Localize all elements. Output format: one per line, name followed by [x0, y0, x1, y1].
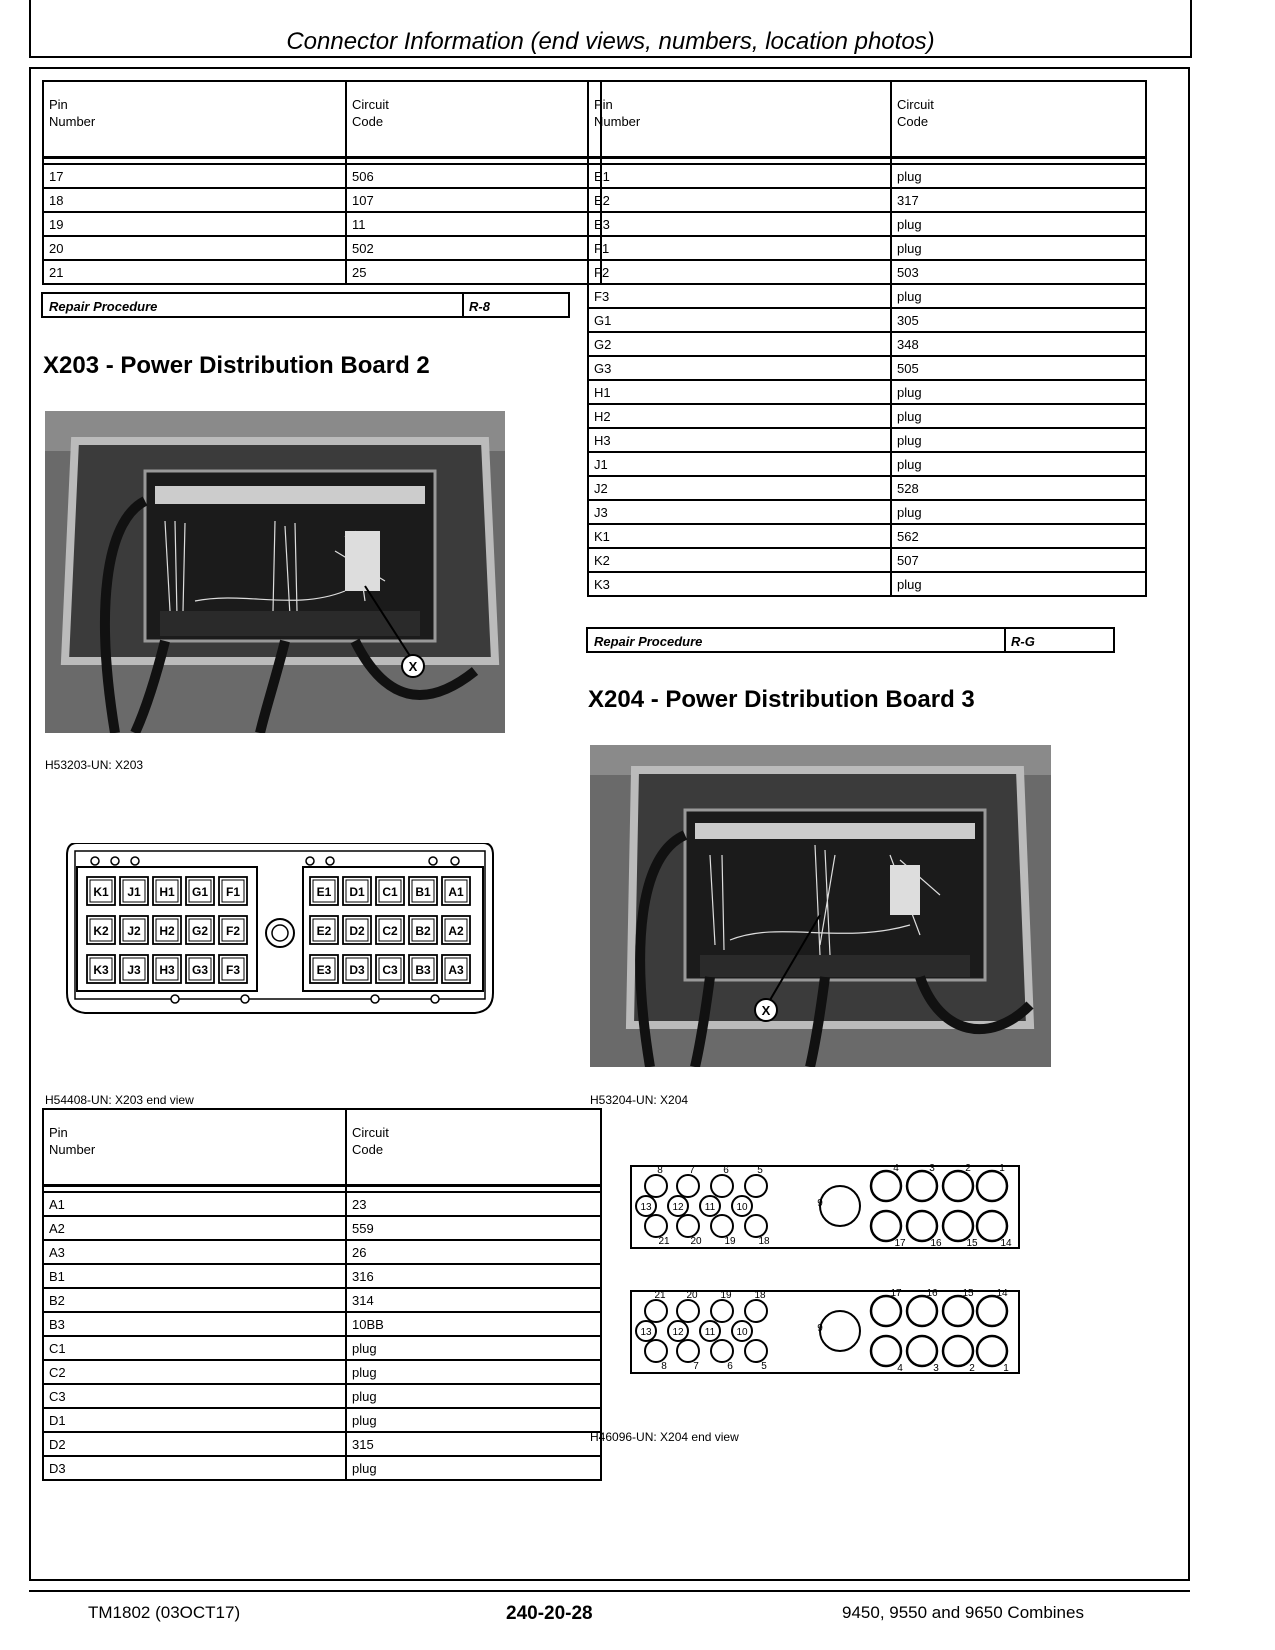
pin-cavity: [677, 1340, 699, 1362]
circuit-code-header: Circuit Code: [891, 81, 1146, 158]
repair-procedure-right: [586, 627, 1115, 653]
pin-number-cell: 21: [43, 260, 346, 284]
circuit-code-cell: plug: [891, 404, 1146, 428]
x203-photo-caption: H53203-UN: X203: [45, 758, 144, 772]
pin-number-label: 9: [817, 1198, 823, 1209]
pin-number-cell: A1: [43, 1192, 346, 1216]
pin-cavity: [977, 1336, 1007, 1366]
pin-cavity: [871, 1336, 901, 1366]
pin-label: B3: [415, 963, 431, 977]
table-row: [43, 164, 601, 188]
x204-callout-label: X: [761, 1003, 771, 1018]
table-row: [43, 1288, 601, 1312]
pin-number-cell: 20: [43, 236, 346, 260]
pin-cavity: [871, 1211, 901, 1241]
pin-label: K2: [93, 924, 109, 938]
pin-cavity: [871, 1171, 901, 1201]
table-row: [43, 1192, 601, 1216]
page-title: Connector Information (end views, numbers, location photos): [286, 28, 935, 55]
pin-number-cell: J2: [588, 476, 891, 500]
pin-number-label: 2: [965, 1163, 971, 1174]
repair-label: Repair Procedure: [594, 634, 703, 649]
pin-number-cell: C1: [43, 1336, 346, 1360]
pin-number-cell: H3: [588, 428, 891, 452]
pin-number-label: 5: [761, 1361, 767, 1372]
pin-number-cell: F1: [588, 236, 891, 260]
pin-cavity: [645, 1340, 667, 1362]
table-row: [588, 260, 1146, 284]
pin-cavity: [977, 1211, 1007, 1241]
table-row: [588, 380, 1146, 404]
pin-label: E3: [316, 963, 332, 977]
table-row: [43, 1408, 601, 1432]
pin-number-label: 8: [657, 1165, 663, 1176]
pin-cavity: [745, 1215, 767, 1237]
pin-cavity: [977, 1171, 1007, 1201]
pin-label: A3: [448, 963, 464, 977]
section-title-x203: X203 - Power Distribution Board 2: [43, 352, 430, 379]
pin-number-cell: B3: [43, 1312, 346, 1336]
circuit-code-cell: 506: [346, 164, 601, 188]
circuit-code-cell: plug: [891, 164, 1146, 188]
pin-label: A2: [448, 924, 464, 938]
pin-label: B2: [415, 924, 431, 938]
circuit-code-cell: 10BB: [346, 1312, 601, 1336]
pin-cavity: [977, 1296, 1007, 1326]
pin-number-label: 4: [897, 1363, 903, 1374]
pin-number-label: 14: [996, 1288, 1008, 1299]
pin-label: K1: [93, 885, 109, 899]
pin-number-label: 7: [689, 1165, 695, 1176]
pin-label: F3: [225, 963, 241, 977]
pin-number-label: 11: [704, 1327, 716, 1338]
table-row: [43, 1336, 601, 1360]
table-row: [588, 548, 1146, 572]
circuit-code-cell: 507: [891, 548, 1146, 572]
pin-number-cell: B2: [43, 1288, 346, 1312]
pin-label: H3: [159, 963, 175, 977]
pin-cavity: [745, 1340, 767, 1362]
pin-number-label: 19: [720, 1290, 732, 1301]
pin-label: E2: [316, 924, 332, 938]
circuit-code-cell: 107: [346, 188, 601, 212]
pin-number-label: 13: [640, 1327, 652, 1338]
pin-number-label: 6: [723, 1165, 729, 1176]
pin-label: H2: [159, 924, 175, 938]
x204-end-view-caption: H46096-UN: X204 end view: [590, 1430, 739, 1444]
x203-end-view-caption: H54408-UN: X203 end view: [45, 1093, 194, 1107]
pin-label: D1: [349, 885, 365, 899]
repair-value: R-8: [469, 299, 490, 314]
pin-number-label: 16: [930, 1238, 942, 1249]
pin-number-label: 18: [754, 1290, 766, 1301]
pin-label: K3: [93, 963, 109, 977]
table-row: [43, 260, 601, 284]
pin-cavity: [711, 1215, 733, 1237]
table-row: [588, 572, 1146, 596]
pin-cavity: [907, 1336, 937, 1366]
circuit-code-cell: plug: [891, 284, 1146, 308]
pin-number-cell: F3: [588, 284, 891, 308]
pin-label: C3: [382, 963, 398, 977]
x204-end-view-bottom: [630, 1285, 1022, 1380]
circuit-code-cell: 314: [346, 1288, 601, 1312]
table-row: [588, 500, 1146, 524]
circuit-code-header: Circuit Code: [346, 81, 601, 158]
pin-number-label: 1: [999, 1163, 1005, 1174]
pin-number-label: 17: [890, 1288, 902, 1299]
pin-label: D2: [349, 924, 365, 938]
pin-label: H1: [159, 885, 175, 899]
circuit-code-cell: plug: [346, 1360, 601, 1384]
pin-cavity: [711, 1300, 733, 1322]
table-row: [43, 1432, 601, 1456]
pin-cavity: [943, 1211, 973, 1241]
pin-number-cell: F2: [588, 260, 891, 284]
circuit-code-cell: plug: [891, 428, 1146, 452]
pin-number-cell: 17: [43, 164, 346, 188]
pin-number-cell: A3: [43, 1240, 346, 1264]
pin-number-cell: K3: [588, 572, 891, 596]
section-title-x204: X204 - Power Distribution Board 3: [588, 686, 975, 713]
pin-number-label: 15: [962, 1288, 974, 1299]
pin-label: B1: [415, 885, 431, 899]
pin-number-label: 14: [1000, 1238, 1012, 1249]
x203-callout-label: X: [408, 659, 418, 674]
table-row: [588, 164, 1146, 188]
pin-number-cell: J3: [588, 500, 891, 524]
pin-label: F2: [225, 924, 241, 938]
page-header: [29, 0, 1192, 58]
table-row: [43, 1240, 601, 1264]
x204-end-view-top: [630, 1160, 1022, 1255]
x203-location-photo: [45, 411, 505, 733]
pin-number-label: 21: [658, 1236, 670, 1247]
circuit-code-cell: plug: [346, 1408, 601, 1432]
pin-cavity: [677, 1175, 699, 1197]
circuit-code-cell: 348: [891, 332, 1146, 356]
pin-label: C1: [382, 885, 398, 899]
pin-label: G2: [191, 924, 209, 938]
pin-cavity: [645, 1215, 667, 1237]
table-row: [43, 1384, 601, 1408]
table-row: [43, 188, 601, 212]
pin-number-cell: D2: [43, 1432, 346, 1456]
pin-number-cell: J1: [588, 452, 891, 476]
table-row: [588, 356, 1146, 380]
pin-number-label: 21: [654, 1290, 666, 1301]
pin-table-bottom-left: [42, 1108, 602, 1481]
pin-number-label: 10: [736, 1327, 748, 1338]
circuit-code-cell: plug: [346, 1384, 601, 1408]
x204-photo-caption: H53204-UN: X204: [590, 1093, 689, 1107]
pin-number-label: 18: [758, 1236, 770, 1247]
pin-table-right: [587, 80, 1147, 597]
pin-cavity: [943, 1336, 973, 1366]
pin-number-cell: C3: [43, 1384, 346, 1408]
pin-number-header: Pin Number: [43, 1109, 346, 1186]
pin-label: J2: [127, 924, 141, 938]
pin-number-cell: 18: [43, 188, 346, 212]
pin-cavity: [907, 1171, 937, 1201]
pin-number-label: 13: [640, 1202, 652, 1213]
pin-number-cell: E1: [588, 164, 891, 188]
pin-number-cell: C2: [43, 1360, 346, 1384]
table-row: [588, 476, 1146, 500]
circuit-code-cell: plug: [891, 500, 1146, 524]
pin-number-cell: E2: [588, 188, 891, 212]
pin-number-cell: A2: [43, 1216, 346, 1240]
pin-number-label: 10: [736, 1202, 748, 1213]
pin-number-label: 4: [893, 1163, 899, 1174]
circuit-code-cell: 317: [891, 188, 1146, 212]
table-row: [588, 188, 1146, 212]
pin-number-label: 3: [929, 1163, 935, 1174]
pin-number-cell: D1: [43, 1408, 346, 1432]
footer-page-number: 240-20-28: [506, 1603, 593, 1624]
circuit-code-cell: 11: [346, 212, 601, 236]
circuit-code-cell: plug: [346, 1456, 601, 1480]
pin-number-label: 5: [757, 1165, 763, 1176]
pin-number-label: 15: [966, 1238, 978, 1249]
circuit-code-cell: 305: [891, 308, 1146, 332]
pin-number-label: 7: [693, 1361, 699, 1372]
table-row: [43, 1264, 601, 1288]
table-row: [43, 236, 601, 260]
pin-label: F1: [225, 885, 241, 899]
circuit-code-cell: 316: [346, 1264, 601, 1288]
circuit-code-cell: 562: [891, 524, 1146, 548]
pin-number-label: 3: [933, 1363, 939, 1374]
pin-number-label: 20: [686, 1290, 698, 1301]
repair-procedure-left: [41, 292, 570, 318]
table-row: [588, 524, 1146, 548]
circuit-code-header: Circuit Code: [346, 1109, 601, 1186]
pin-number-header: Pin Number: [588, 81, 891, 158]
pin-cavity: [645, 1175, 667, 1197]
pin-number-label: 12: [672, 1327, 684, 1338]
pin-table-top-left: [42, 80, 602, 285]
circuit-code-cell: 502: [346, 236, 601, 260]
table-row: [43, 212, 601, 236]
table-row: [43, 1456, 601, 1480]
pin-number-label: 16: [926, 1288, 938, 1299]
pin-number-label: 2: [969, 1363, 975, 1374]
pin-number-cell: H1: [588, 380, 891, 404]
x203-end-view-diagram: [65, 843, 495, 1015]
circuit-code-cell: 26: [346, 1240, 601, 1264]
pin-number-cell: E3: [588, 212, 891, 236]
pin-cavity: [820, 1186, 860, 1226]
pin-label: G3: [191, 963, 209, 977]
pin-number-cell: B1: [43, 1264, 346, 1288]
table-row: [588, 332, 1146, 356]
table-row: [588, 284, 1146, 308]
pin-label: G1: [191, 885, 209, 899]
table-row: [588, 428, 1146, 452]
pin-number-label: 9: [817, 1323, 823, 1334]
circuit-code-cell: plug: [891, 380, 1146, 404]
circuit-code-cell: plug: [346, 1336, 601, 1360]
table-row: [588, 212, 1146, 236]
pin-number-label: 6: [727, 1361, 733, 1372]
circuit-code-cell: plug: [891, 236, 1146, 260]
footer-product-name: 9450, 9550 and 9650 Combines: [842, 1603, 1084, 1622]
pin-cavity: [820, 1311, 860, 1351]
pin-cavity: [711, 1340, 733, 1362]
pin-number-cell: D3: [43, 1456, 346, 1480]
pin-number-cell: K2: [588, 548, 891, 572]
footer-rule: [29, 1590, 1190, 1592]
repair-label: Repair Procedure: [49, 299, 158, 314]
table-row: [588, 452, 1146, 476]
circuit-code-cell: 315: [346, 1432, 601, 1456]
pin-cavity: [745, 1175, 767, 1197]
pin-label: C2: [382, 924, 398, 938]
pin-number-cell: H2: [588, 404, 891, 428]
pin-label: J3: [127, 963, 141, 977]
circuit-code-cell: 503: [891, 260, 1146, 284]
circuit-code-cell: 559: [346, 1216, 601, 1240]
footer-manual-id: TM1802 (03OCT17): [88, 1603, 241, 1622]
table-row: [43, 1216, 601, 1240]
pin-cavity: [677, 1300, 699, 1322]
pin-number-label: 11: [704, 1202, 716, 1213]
table-row: [43, 1312, 601, 1336]
circuit-code-cell: plug: [891, 572, 1146, 596]
table-row: [588, 236, 1146, 260]
pin-cavity: [677, 1215, 699, 1237]
pin-cavity: [943, 1171, 973, 1201]
repair-value: R-G: [1011, 634, 1035, 649]
table-row: [588, 308, 1146, 332]
pin-cavity: [907, 1211, 937, 1241]
pin-number-cell: K1: [588, 524, 891, 548]
pin-number-cell: G2: [588, 332, 891, 356]
pin-cavity: [907, 1296, 937, 1326]
pin-number-label: 1: [1003, 1363, 1009, 1374]
pin-number-label: 17: [894, 1238, 906, 1249]
pin-label: E1: [316, 885, 332, 899]
circuit-code-cell: 25: [346, 260, 601, 284]
pin-number-label: 19: [724, 1236, 736, 1247]
pin-cavity: [943, 1296, 973, 1326]
pin-cavity: [745, 1300, 767, 1322]
pin-number-cell: 19: [43, 212, 346, 236]
pin-number-header: Pin Number: [43, 81, 346, 158]
circuit-code-cell: 528: [891, 476, 1146, 500]
table-row: [43, 1360, 601, 1384]
circuit-code-cell: 505: [891, 356, 1146, 380]
pin-cavity: [871, 1296, 901, 1326]
x204-location-photo: [590, 745, 1051, 1067]
circuit-code-cell: 23: [346, 1192, 601, 1216]
circuit-code-cell: plug: [891, 212, 1146, 236]
pin-number-cell: G1: [588, 308, 891, 332]
table-row: [588, 404, 1146, 428]
pin-number-cell: G3: [588, 356, 891, 380]
pin-cavity: [645, 1300, 667, 1322]
pin-label: D3: [349, 963, 365, 977]
pin-number-label: 8: [661, 1361, 667, 1372]
pin-number-label: 20: [690, 1236, 702, 1247]
pin-number-label: 12: [672, 1202, 684, 1213]
pin-label: A1: [448, 885, 464, 899]
pin-cavity: [711, 1175, 733, 1197]
circuit-code-cell: plug: [891, 452, 1146, 476]
pin-label: J1: [127, 885, 141, 899]
